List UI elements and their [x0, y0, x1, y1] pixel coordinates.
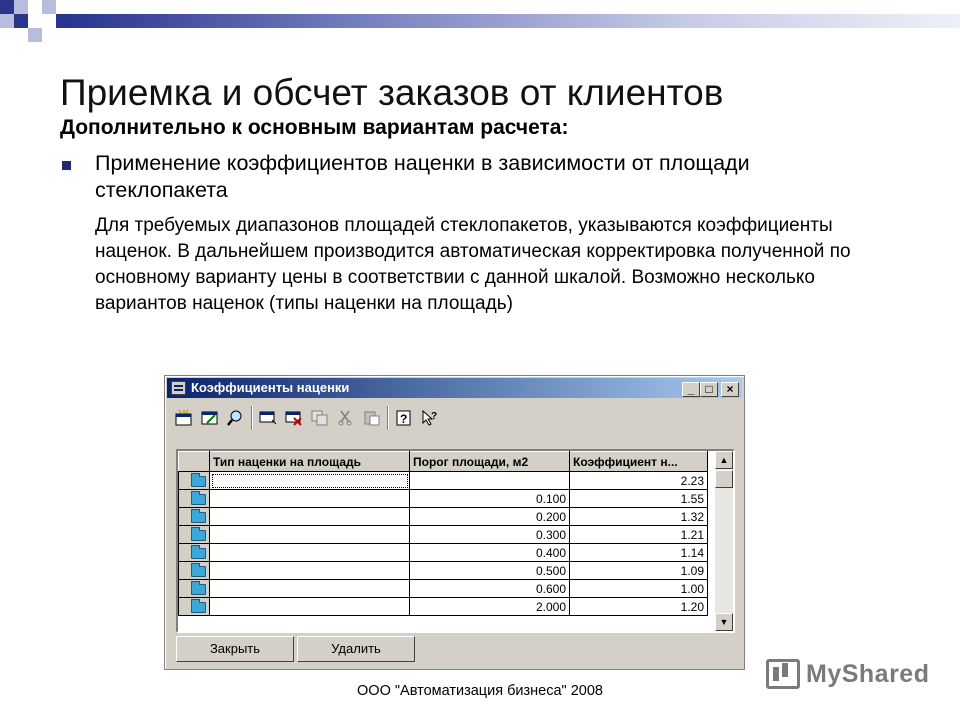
row-indicator[interactable] — [179, 598, 210, 616]
logo-text: MyShared — [806, 659, 930, 688]
folder-icon — [191, 494, 206, 505]
help-icon[interactable] — [393, 407, 415, 429]
maximize-button[interactable]: □ — [700, 382, 718, 397]
delete-button[interactable]: Удалить — [297, 636, 415, 662]
bullet-square-icon — [62, 161, 71, 170]
delete-row-icon[interactable] — [283, 407, 305, 429]
folder-icon — [191, 584, 206, 595]
cell-coefficient[interactable]: 1.00 — [570, 580, 708, 598]
cell-coefficient[interactable]: 1.09 — [570, 562, 708, 580]
cell-type[interactable] — [210, 544, 410, 562]
deco-square — [14, 14, 28, 28]
copy-icon[interactable] — [309, 407, 331, 429]
row-indicator[interactable] — [179, 490, 210, 508]
table-row[interactable] — [179, 508, 708, 526]
scroll-thumb[interactable] — [715, 470, 733, 488]
column-header-threshold[interactable]: Порог площади, м2 — [410, 452, 570, 472]
svg-text:?: ? — [431, 411, 438, 422]
cell-coefficient[interactable]: 1.14 — [570, 544, 708, 562]
cell-type[interactable] — [210, 508, 410, 526]
row-indicator[interactable] — [179, 580, 210, 598]
paste-icon[interactable] — [361, 407, 383, 429]
cell-type[interactable] — [210, 562, 410, 580]
table-row[interactable] — [179, 544, 708, 562]
cell-coefficient[interactable]: 1.20 — [570, 598, 708, 616]
deco-square — [56, 14, 70, 28]
close-button[interactable]: Закрыть — [176, 636, 294, 662]
add-row-icon[interactable] — [257, 407, 279, 429]
cell-threshold[interactable]: 0.300 — [410, 526, 570, 544]
table-row[interactable] — [179, 598, 708, 616]
row-indicator-header — [179, 452, 210, 472]
folder-icon — [191, 602, 206, 613]
cell-threshold[interactable]: 2.000 — [410, 598, 570, 616]
cell-threshold[interactable]: 0.400 — [410, 544, 570, 562]
toolbar — [171, 404, 471, 432]
row-indicator[interactable] — [179, 544, 210, 562]
cell-type[interactable] — [210, 526, 410, 544]
cell-type[interactable] — [210, 598, 410, 616]
deco-square — [14, 0, 28, 14]
minimize-button[interactable]: _ — [682, 382, 700, 397]
cell-type[interactable] — [210, 580, 410, 598]
folder-icon — [191, 530, 206, 541]
row-indicator[interactable] — [179, 526, 210, 544]
footer-text: ООО "Автоматизация бизнеса" 2008 — [357, 683, 603, 699]
slide-title: Приемка и обсчет заказов от клиентов — [60, 72, 724, 113]
toolbar-separator — [251, 406, 253, 430]
cell-coefficient[interactable]: 2.23 — [570, 472, 708, 490]
slide-subtitle: Дополнительно к основным вариантам расчета: — [60, 116, 569, 139]
row-indicator[interactable] — [179, 508, 210, 526]
cut-icon[interactable] — [335, 407, 357, 429]
folder-icon — [191, 476, 206, 487]
window-app-icon[interactable] — [171, 381, 186, 395]
table-row[interactable] — [179, 472, 708, 490]
table-row[interactable] — [179, 562, 708, 580]
column-header-type[interactable]: Тип наценки на площадь — [210, 452, 410, 472]
window-title: Коэффициенты наценки — [191, 380, 350, 395]
context-help-icon[interactable] — [419, 407, 441, 429]
table-row[interactable] — [179, 526, 708, 544]
cell-type[interactable] — [210, 490, 410, 508]
cell-coefficient[interactable]: 1.55 — [570, 490, 708, 508]
deco-square — [28, 28, 42, 42]
deco-square — [0, 0, 14, 14]
cell-threshold[interactable]: 0.500 — [410, 562, 570, 580]
scroll-down-button[interactable]: ▼ — [715, 613, 733, 631]
search-icon[interactable] — [225, 407, 247, 429]
cell-threshold[interactable]: 0.100 — [410, 490, 570, 508]
bullet-text: Применение коэффициентов наценки в зависимости от площади стеклопакета — [95, 151, 750, 202]
scroll-up-button[interactable]: ▲ — [715, 451, 733, 469]
window-titlebar[interactable] — [167, 378, 742, 398]
deco-square — [0, 14, 14, 28]
row-indicator[interactable] — [179, 472, 210, 490]
close-window-button[interactable]: × — [721, 382, 739, 397]
new-record-icon[interactable] — [173, 407, 195, 429]
cell-threshold[interactable]: 0.600 — [410, 580, 570, 598]
cell-coefficient[interactable]: 1.32 — [570, 508, 708, 526]
row-indicator[interactable] — [179, 562, 210, 580]
cell-threshold[interactable] — [410, 472, 570, 490]
header-gradient-bar — [70, 14, 960, 28]
data-grid — [176, 449, 735, 633]
table-row[interactable] — [179, 490, 708, 508]
svg-text:?: ? — [400, 412, 408, 426]
description-paragraph: Для требуемых диапазонов площадей стеклопакетов, указываются коэффициенты наценок. В дальнейшем производится автоматическая корректировка полученной по основному варианту цены в соответствии с данной шкалой. Возможно несколько вариантов наценок (типы наценки на площадь) — [95, 215, 851, 314]
cell-coefficient[interactable]: 1.21 — [570, 526, 708, 544]
folder-icon — [191, 566, 206, 577]
vertical-scrollbar[interactable] — [715, 451, 733, 631]
markup-coefficients-window — [164, 375, 745, 670]
edit-record-icon[interactable] — [199, 407, 221, 429]
table-row[interactable] — [179, 580, 708, 598]
folder-icon — [191, 548, 206, 559]
deco-square — [42, 0, 56, 14]
folder-icon — [191, 512, 206, 523]
toolbar-separator — [387, 406, 389, 430]
cell-type[interactable] — [210, 472, 410, 490]
cell-threshold[interactable]: 0.200 — [410, 508, 570, 526]
column-header-coefficient[interactable]: Коэффициент н... — [570, 452, 708, 472]
